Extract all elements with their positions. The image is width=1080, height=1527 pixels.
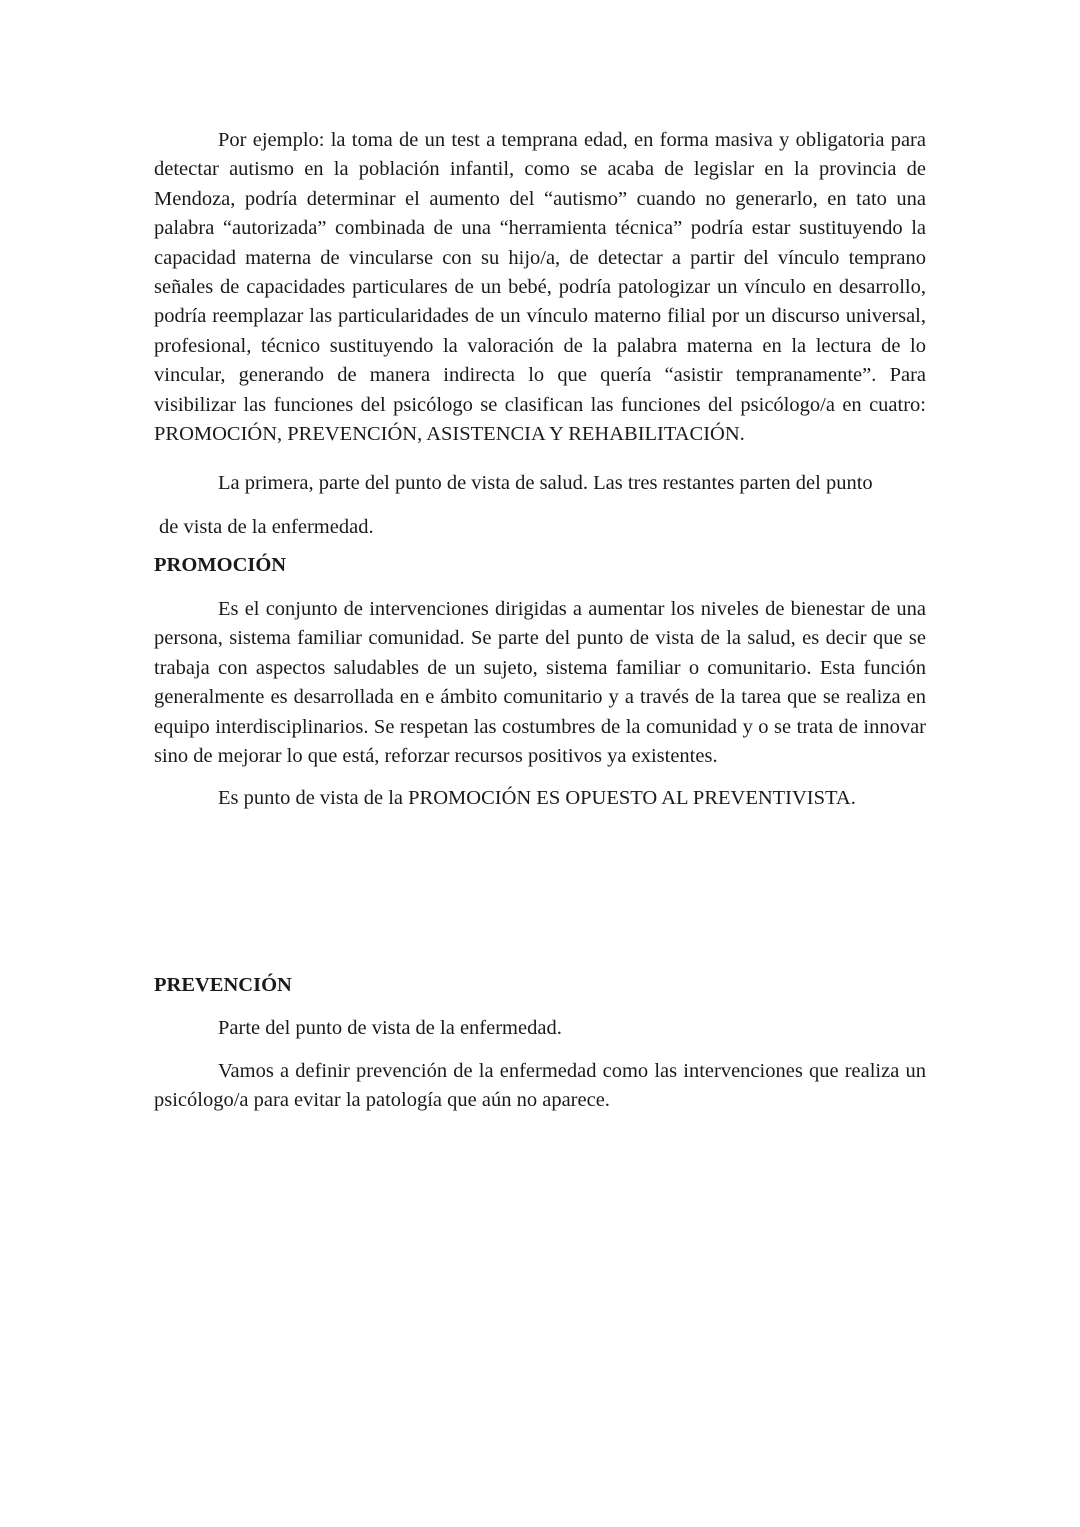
paragraph-promocion-note: Es punto de vista de la PROMOCIÓN ES OPUESTO AL PREVENTIVISTA.: [218, 787, 856, 810]
paragraph-functions-overview: [154, 461, 926, 549]
heading-prevencion: PREVENCIÓN: [154, 973, 292, 996]
heading-promocion: PROMOCIÓN: [154, 554, 287, 577]
paragraph-promocion-definition: Es el conjunto de intervenciones dirigidas a aumentar los niveles de bienestar de una persona, sistema familiar comunidad. Se parte del punto de vista de la salud, es decir que se trabaja con aspectos saludables de un sujeto, sistema familiar o comunitario. Esta función generalmente es desarrollada en e ámbito comunitario y a través de la tarea que se realiza en equipo interdisciplinarios. Se respetan las costumbres de la comunidad y o se trata de innovar sino de mejorar lo que está, reforzar recursos positivos ya existentes.: [154, 597, 926, 767]
paragraph-intro: Por ejemplo: la toma de un test a temprana edad, en forma masiva y obligatoria para detectar autismo en la población infantil, como se acaba de legislar en la provincia de Mendoza, podría determinar el aumento del “autismo” cuando no generarlo, en tato una palabra “autorizada” combinada de una “herramienta técnica” podría estar sustituyendo la capacidad materna de vincularse con su hijo/a, de detectar a partir del vínculo temprano señales de capacidades particulares de un bebé, podría patologizar un vínculo en desarrollo, podría reemplazar las particularidades de un vínculo materno filial por un discurso universal, profesional, técnico sustituyendo la valoración de la palabra materna en la lectura de lo vincular, generando de manera indirecta lo que quería “asistir tempranamente”. Para visibilizar las funciones del psicólogo se clasifican las funciones del psicólogo/a en cuatro: PROMOCIÓN, PREVENCIÓN, ASISTENCIA Y REHABILITACIÓN.: [154, 129, 926, 446]
paragraph-functions-line-2: de vista de la enfermedad.: [159, 516, 374, 539]
paragraph-prevencion-definition: Vamos a definir prevención de la enfermedad como las intervenciones que realiza un psicólogo/a para evitar la patología que aún no aparece.: [154, 1059, 926, 1111]
paragraph-prevencion-intro: Parte del punto de vista de la enfermedad.: [218, 1017, 562, 1040]
paragraph-functions-line-1: La primera, parte del punto de vista de salud. Las tres restantes parten del punto: [218, 472, 873, 495]
document-body: [154, 126, 926, 1115]
